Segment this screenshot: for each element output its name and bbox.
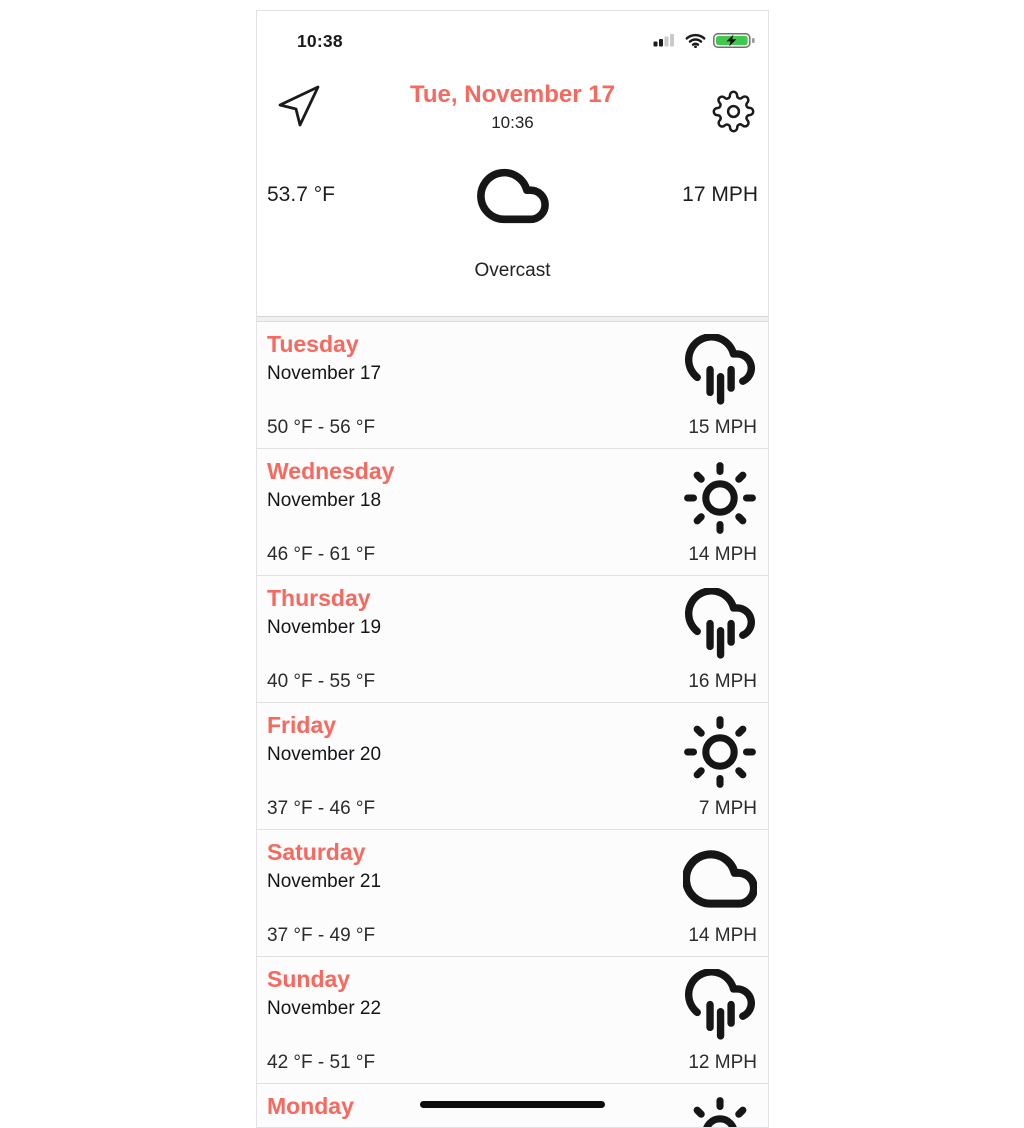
header-time: 10:36 [491,113,534,132]
cloud-icon [683,842,757,916]
forecast-wind: 15 MPH [688,417,757,438]
forecast-temp-range: 46 °F - 61 °F [267,544,376,565]
forecast-date: November 20 [267,744,382,765]
current-wind: 17 MPH [682,183,758,206]
rain-icon [683,588,757,662]
home-indicator[interactable] [420,1101,605,1108]
forecast-row-tuesday[interactable] [257,322,768,449]
wifi-icon [684,32,707,48]
sun-icon [683,715,757,789]
current-temperature: 53.7 °F [267,183,335,206]
forecast-temp-range: 40 °F - 55 °F [267,671,376,692]
sun-icon [683,1096,757,1128]
rain-icon [683,969,757,1043]
forecast-wind: 14 MPH [688,925,757,946]
header-date-title: Tue, November 17 [410,81,615,108]
forecast-temp-range: 50 °F - 56 °F [267,417,376,438]
forecast-wind: 7 MPH [698,798,757,819]
forecast-date: November 19 [267,617,382,638]
status-time: 10:38 [297,31,343,51]
forecast-list [257,322,768,1128]
forecast-day: Friday [267,712,337,738]
current-condition: Overcast [474,260,551,281]
forecast-day: Thursday [267,585,371,611]
current-weather-icon [465,161,561,231]
cellular-signal-icon [653,33,678,48]
forecast-wind: 16 MPH [688,671,757,692]
settings-button[interactable] [712,90,755,133]
header [257,55,768,151]
forecast-date: November 18 [267,490,382,511]
forecast-row-wednesday[interactable] [257,449,768,576]
status-icons [653,32,756,48]
forecast-row-thursday[interactable] [257,576,768,703]
battery-charging-icon [713,33,756,48]
forecast-day: Tuesday [267,331,359,357]
forecast-day: Sunday [267,966,351,992]
forecast-temp-range: 37 °F - 46 °F [267,798,376,819]
forecast-temp-range: 42 °F - 51 °F [267,1052,376,1073]
forecast-row-friday[interactable] [257,703,768,830]
forecast-row-saturday[interactable] [257,830,768,957]
current-conditions [257,151,768,316]
forecast-row-sunday[interactable] [257,957,768,1084]
status-bar [257,11,768,55]
phone-screen [256,10,769,1128]
forecast-date: November 17 [267,363,382,384]
gear-icon [712,90,755,133]
forecast-day: Monday [267,1093,354,1119]
sun-icon [683,461,757,535]
forecast-temp-range: 37 °F - 49 °F [267,925,376,946]
forecast-wind: 12 MPH [688,1052,757,1073]
forecast-date: November 22 [267,998,382,1019]
rain-icon [683,334,757,408]
forecast-wind: 14 MPH [688,544,757,565]
forecast-day: Wednesday [267,458,395,484]
forecast-date: November 21 [267,871,382,892]
forecast-day: Saturday [267,839,366,865]
